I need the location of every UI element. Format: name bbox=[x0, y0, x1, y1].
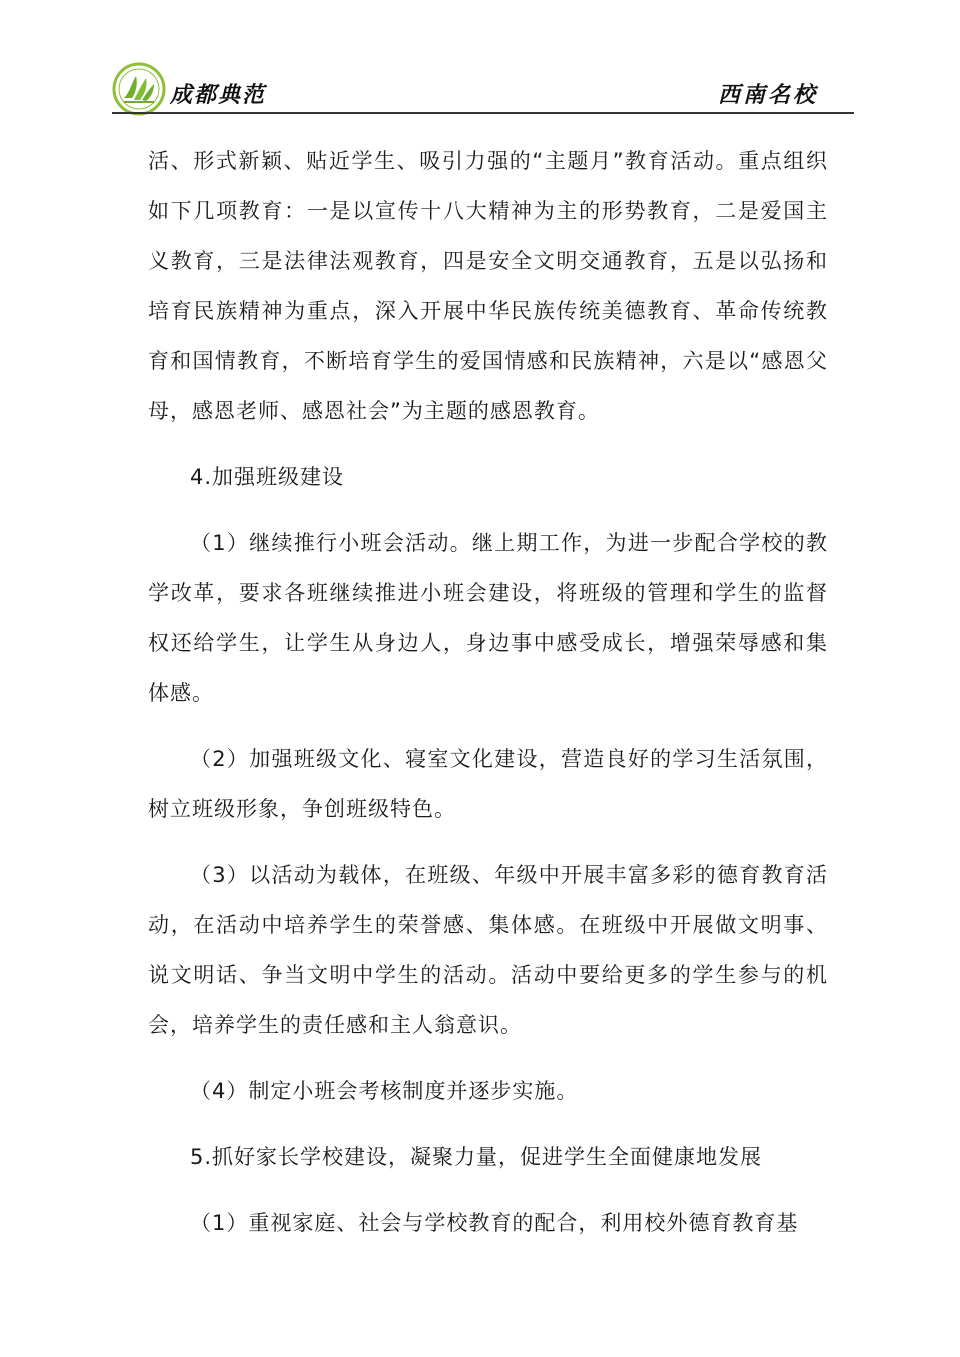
paragraph-item-1: （1）继续推行小班会活动。继上期工作，为进一步配合学校的教学改革，要求各班继续推进小班会建设，将班级的管理和学生的监督权还给学生，让学生从身边人，身边事中感受成长，增强荣辱感和集体感。 bbox=[148, 531, 828, 705]
school-logo-icon bbox=[112, 62, 166, 116]
section-heading-5: 5.抓好家长学校建设，凝聚力量，促进学生全面健康地发展 bbox=[190, 1145, 763, 1169]
paragraph-item-5-1: （1）重视家庭、社会与学校教育的配合，利用校外德育教育基 bbox=[190, 1211, 799, 1235]
page-header bbox=[0, 0, 960, 120]
paragraph-item-4: （4）制定小班会考核制度并逐步实施。 bbox=[190, 1079, 579, 1103]
paragraph-item-3: （3）以活动为载体，在班级、年级中开展丰富多彩的德育教育活动，在活动中培养学生的荣誉感、集体感。在班级中开展做文明事、说文明话、争当文明中学生的活动。活动中要给更多的学生参与的机会，培养学生的责任感和主人翁意识。 bbox=[148, 863, 828, 1037]
document-body bbox=[148, 136, 828, 1248]
paragraph-continuation: 活、形式新颖、贴近学生、吸引力强的“主题月”教育活动。重点组织如下几项教育：一是以宣传十八大精神为主的形势教育，二是爱国主义教育，三是法律法观教育，四是安全文明交通教育，五是以弘扬和培育民族精神为重点，深入开展中华民族传统美德教育、革命传统教育和国情教育，不断培育学生的爱国情感和民族精神，六是以“感恩父母，感恩老师、感恩社会”为主题的感恩教育。 bbox=[148, 149, 828, 423]
header-divider bbox=[112, 112, 854, 114]
paragraph-item-2: （2）加强班级文化、寝室文化建设，营造良好的学习生活氛围，树立班级形象，争创班级特色。 bbox=[148, 747, 828, 821]
brand-right-title: 西南名校 bbox=[718, 82, 819, 108]
brand-left-title: 成都典范 bbox=[170, 82, 267, 108]
section-heading-4: 4.加强班级建设 bbox=[190, 465, 345, 489]
